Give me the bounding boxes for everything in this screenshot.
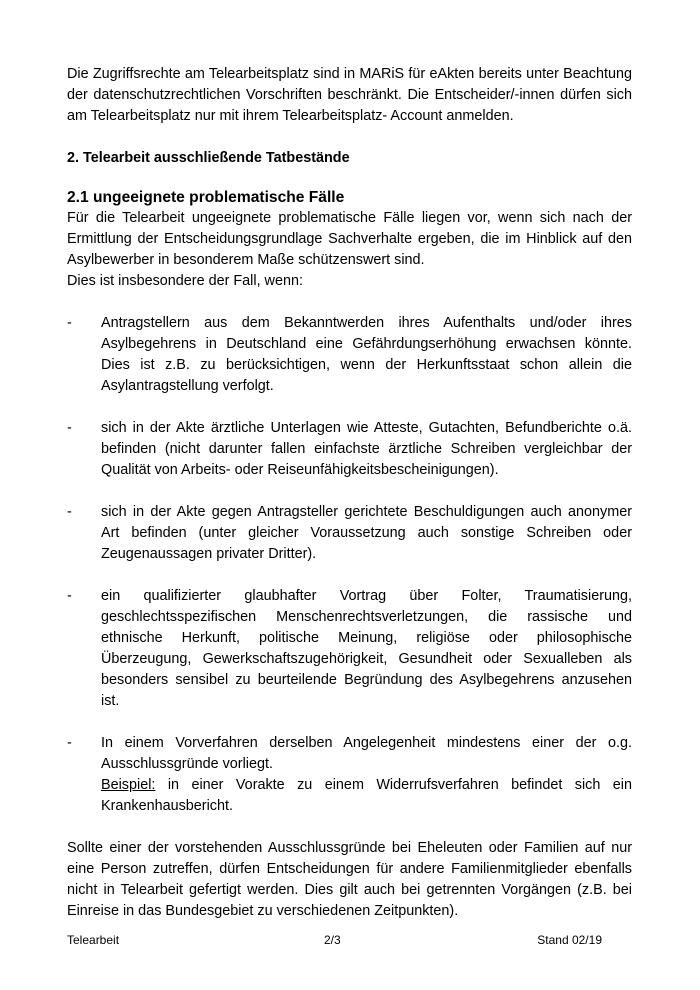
list-bullet: - xyxy=(67,735,72,751)
list-bullet: - xyxy=(67,420,72,436)
closing-paragraph: Sollte einer der vorstehenden Ausschlussgründe bei Eheleuten oder Familien auf nur eine Person zutreffen, dürfen Entscheidungen für andere Familienmitglieder ebenfalls nicht in Telearbeit gefertigt werden. Dies gilt auch bei getrennten Vorgängen (z.B. bei Einreise in das Bundesgebiet zu verschiedenen Zeitpunkten). xyxy=(67,840,632,919)
example-label: Beispiel: xyxy=(101,777,156,793)
example-text: in einer Vorakte zu einem Widerrufsverfahren befindet sich ein Krankenhausbericht. xyxy=(101,777,632,814)
list-item-text: sich in der Akte ärztliche Unterlagen wie Atteste, Gutachten, Befundberichte o.ä. befinden (nicht darunter fallen einfachste ärztliche Schreiben vergleichbar der Qualität von Arbeits- oder Reiseunfähigkeitsbescheinigungen). xyxy=(101,420,632,478)
list-item-text: sich in der Akte gegen Antragsteller gerichtete Beschuldigungen auch anonymer Art befinden (unter gleicher Voraussetzung auch sonstige Schreiben oder Zeugenaussagen privater Dritter). xyxy=(101,504,632,562)
footer-version: Stand 02/19 xyxy=(537,933,602,947)
list-bullet: - xyxy=(67,315,72,331)
list-item xyxy=(67,586,632,712)
section-2-heading: 2. Telearbeit ausschließende Tatbestände xyxy=(67,150,350,166)
section-2-1-lead: Für die Telearbeit ungeeignete problematische Fälle liegen vor, wenn sich nach der Ermittlung der Entscheidungsgrundlage Sachverhalte ergeben, die im Hinblick auf den Asylbewerber in besonderem Maße schützenswert sind. xyxy=(67,210,632,268)
document-page xyxy=(67,64,632,922)
list-item xyxy=(67,502,632,565)
list-bullet: - xyxy=(67,504,72,520)
list-bullet: - xyxy=(67,588,72,604)
section-2-1-lead-2: Dies ist insbesondere der Fall, wenn: xyxy=(67,273,303,289)
footer-title: Telearbeit xyxy=(67,933,120,947)
list-item-text: Antragstellern aus dem Bekanntwerden ihres Aufenthalts und/oder ihres Asylbegehrens in Deutschland eine Gefährdungserhöhung erwachsen könnte. Dies ist z.B. zu berücksichtigen, wenn der Herkunftsstaat schon allein die Asylantragstellung verfolgt. xyxy=(101,315,632,394)
intro-paragraph: Die Zugriffsrechte am Telearbeitsplatz sind in MARiS für eAkten bereits unter Beachtung der datenschutzrechtlichen Vorschriften beschränkt. Die Entscheider/-innen dürfen sich am Telearbeitsplatz nur mit ihrem Telearbeitsplatz- Account anmelden. xyxy=(67,66,632,124)
list-item xyxy=(67,418,632,481)
section-2-1-heading: 2.1 ungeeignete problematische Fälle xyxy=(67,189,345,206)
list-item-text: In einem Vorverfahren derselben Angelegenheit mindestens einer der o.g. Ausschlussgründe vorliegt. xyxy=(101,735,632,772)
footer-page-number: 2/3 xyxy=(324,933,341,947)
list-item-text: ein qualifizierter glaubhafter Vortrag über Folter, Traumatisierung, geschlechtsspezifischen Menschenrechtsverletzungen, die rassische und ethnische Herkunft, politische Meinung, religiöse oder philosophische Überzeugung, Gewerkschaftszugehörigkeit, Gesundheit oder Sexualleben als besonders sensibel zu beurteilende Begründung des Asylbegehrens anzusehen ist. xyxy=(101,588,632,709)
exclusion-list xyxy=(67,313,632,817)
list-item xyxy=(67,313,632,397)
list-item xyxy=(67,733,632,817)
